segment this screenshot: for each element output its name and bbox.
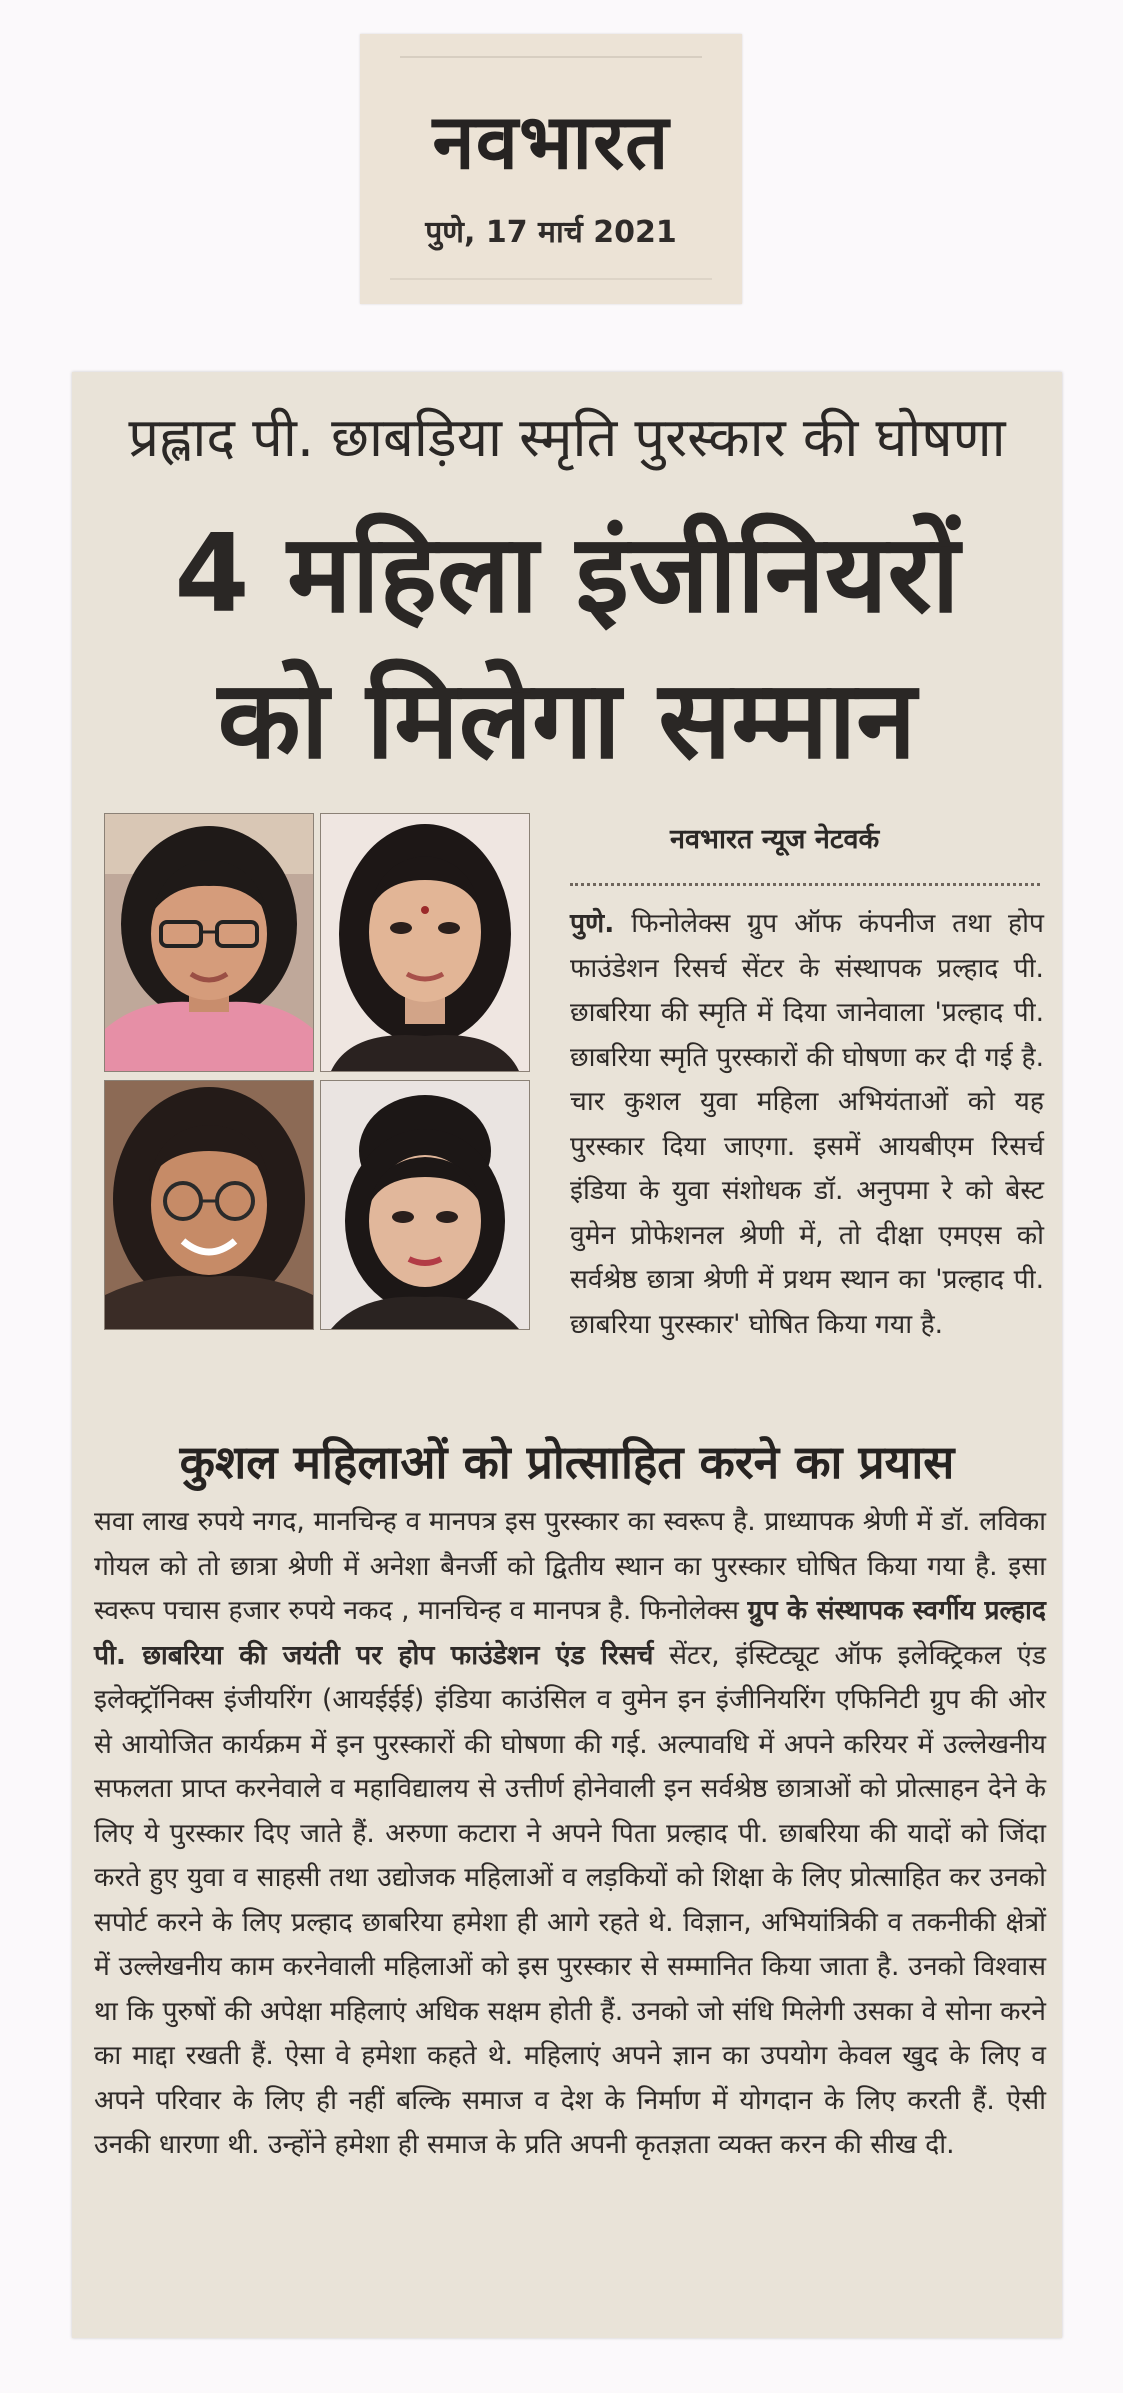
intro-text: फिनोलेक्स ग्रुप ऑफ कंपनीज तथा होप फाउंडेशन रिसर्च सेंटर के संस्थापक प्रल्हाद पी. छाबरिया की स्मृति में दिया जानेवाला 'प्रल्हाद पी. छाबरिया स्मृति पुरस्कारों की घोषणा कर दी गई है. चार कुशल युवा महिला अभियंताओं को यह पुरस्कार दिया जाएगा. इसमें आयबीएम रिसर्च इंडिया के युवा संशोधक डॉ. अनुपमा रे को बेस्ट वुमेन प्रोफेशनल श्रेणी में, तो दीक्षा एमएस को सर्वश्रेष्ठ छात्रा श्रेणी में प्रथम स्थान का 'प्रल्हाद पी. छाबरिया पुरस्कार' घोषित किया गया है.: [570, 908, 1044, 1340]
body-text-2: ग्रुप के संस्थापक स्वर्गीय प्रल्हाद पी. छाबरिया की जयंती पर होप फाउंडेशन एंड रिसर्च: [94, 1595, 1046, 1671]
article-subhead: कुशल महिलाओं को प्रोत्साहित करने का प्रयास: [179, 1435, 955, 1489]
headline-line-1: 4 महिला इंजीनियरों: [174, 512, 960, 637]
masthead-faint-rule-bottom: [390, 268, 712, 280]
dateline: पुणे, 17 मार्च 2021: [425, 215, 677, 250]
portrait-hair-up-icon: [321, 1081, 529, 1329]
portrait-glasses-pink-icon: [105, 814, 313, 1071]
portrait-bindi-icon: [321, 814, 529, 1071]
newspaper-logo: नवभारत: [432, 97, 670, 186]
body-paragraph: [94, 1500, 1046, 2168]
body-text-4: महिलाएं अपने ज्ञान का उपयोग केवल खुद के लिए व अपने परिवार के लिए ही नहीं बल्कि समाज व देश के निर्माण में योगदान के लिए करती हैं. ऐसी उनकी धारणा थी. उन्होंने हमेशा ही समाज के प्रति अपनी कृतज्ञता व्यक्त करन की सीख दी.: [94, 2040, 1046, 2160]
article-clipping: [72, 372, 1062, 2338]
headline-line-2: को मिलेगा सम्मान: [217, 658, 917, 783]
masthead-faint-rule-top: [400, 56, 702, 68]
photo-awardee-1: [104, 813, 314, 1072]
article-headline: [72, 502, 1062, 794]
intro-paragraph: [570, 902, 1044, 1347]
portrait-curly-glasses-icon: [105, 1081, 313, 1329]
photo-awardee-2: [320, 813, 530, 1072]
body-text-1: सवा लाख रुपये नगद, मानचिन्ह व मानपत्र इस पुरस्कार का स्वरूप है. प्राध्यापक श्रेणी में डॉ. लविका गोयल को तो छात्रा श्रेणी में अनेशा बैनर्जी को द्वितीय स्थान का पुरस्कार घोषित किया गया है. इसा स्वरूप पचास हजार रुपये नकद , मानचिन्ह व मानपत्र है. फिनोलेक्स: [94, 1506, 1046, 1626]
photo-awardee-4: [320, 1080, 530, 1330]
article-kicker: प्रह्लाद पी. छाबड़िया स्मृति पुरस्कार की घोषणा: [128, 406, 1006, 469]
byline: नवभारत न्यूज नेटवर्क: [670, 824, 880, 855]
photo-awardee-3: [104, 1080, 314, 1330]
body-text-3: सेंटर, इंस्टिट्यूट ऑफ इलेक्ट्रिकल एंड इलेक्ट्रॉनिक्स इंजीयरिंग (आयईईई) इंडिया काउंसिल व वुमेन इन इंजीनियरिंग एफिनिटी ग्रुप की ओर से आयोजित कार्यक्रम में इन पुरस्कारों की घोषणा की गई. अल्पावधि में अपने करियर में उल्लेखनीय सफलता प्राप्त करनेवाले व महाविद्यालय से उत्तीर्ण होनेवाली इन सर्वश्रेष्ठ छात्राओं को प्रोत्साहन देने के लिए ये पुरस्कार दिए जाते हैं. अरुणा कटारा ने अपने पिता प्रल्हाद पी. छाबरिया की यादों को जिंदा करते हुए युवा व साहसी तथा उद्योजक महिलाओं व लड़कियों को शिक्षा के लिए प्रोत्साहित कर उनको सपोर्ट करने के लिए प्रल्हाद छाबरिया हमेशा ही आगे रहते थे. विज्ञान, अभियांत्रिकी व तकनीकी क्षेत्रों में उल्लेखनीय काम करनेवाली महिलाओं को इस पुरस्कार से सम्मानित किया जाता है. उनको विश्वास था कि पुरुषों की अपेक्षा महिलाएं अधिक सक्षम होती हैं. उनको जो संधि मिलेगी उसका वे सोना करने का माद्दा रखती हैं. ऐसा वे हमेशा कहते थे.: [94, 1639, 1047, 2071]
intro-dateline: पुणे.: [570, 908, 615, 939]
byline-divider: [570, 883, 1040, 886]
newspaper-masthead: [360, 34, 742, 304]
